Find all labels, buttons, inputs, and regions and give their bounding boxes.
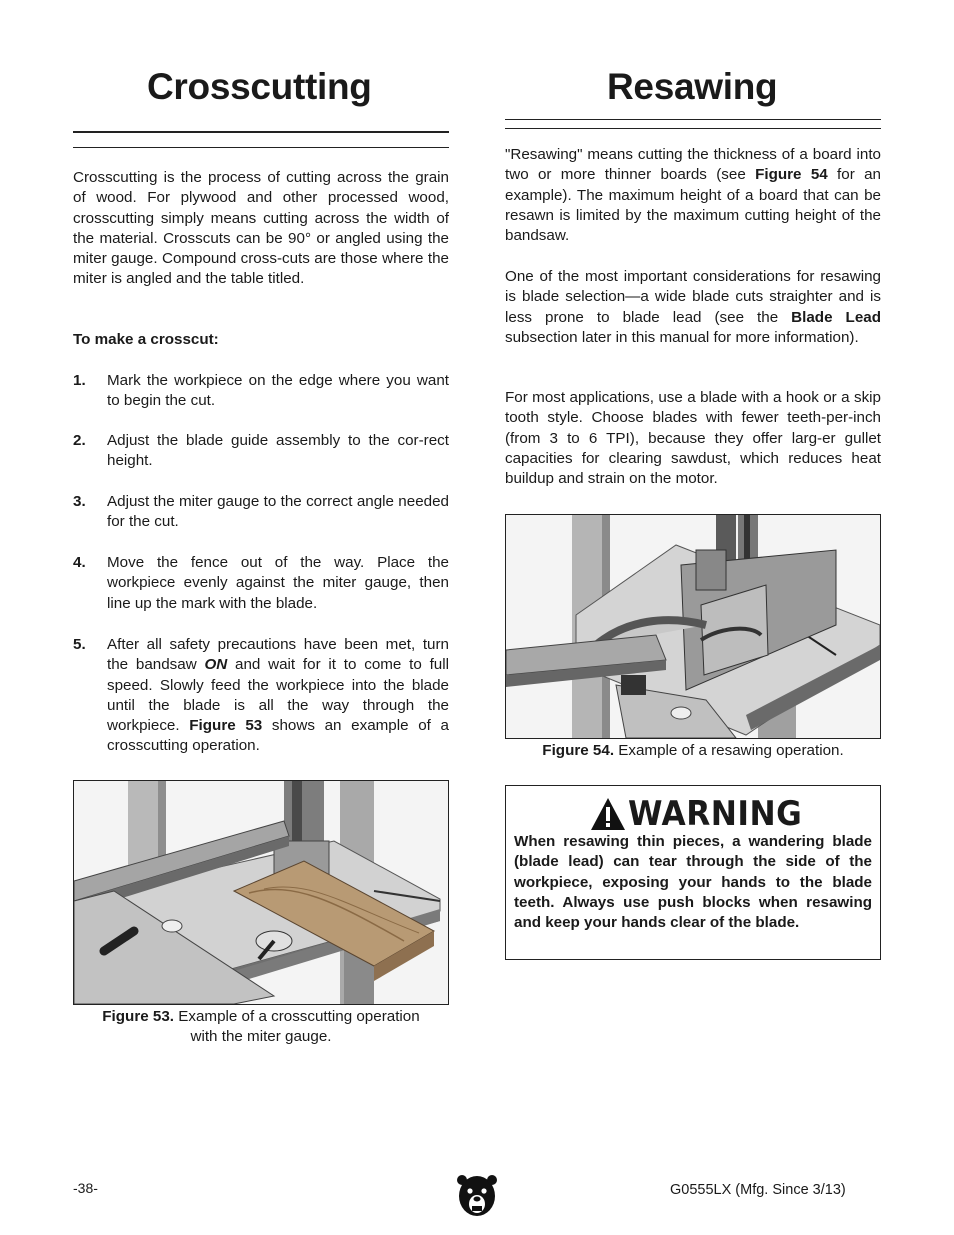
step-number: 4. (73, 554, 86, 571)
step-2 (73, 431, 449, 472)
crosscut-intro (73, 168, 449, 290)
step-text: Adjust the miter gauge to the correct angle needed for the cut. (107, 493, 449, 531)
title-rule-thin-bottom (505, 128, 881, 129)
crosscut-subhead (73, 330, 449, 350)
warning-header (590, 794, 817, 834)
resaw-para-1-text (505, 145, 881, 246)
section-title-crosscutting: Crosscutting (147, 66, 372, 107)
figure-ref-53: Figure 53 (189, 717, 263, 735)
section-title-resawing: Resawing (607, 66, 778, 107)
figure-ref-54: Figure 54 (755, 166, 828, 184)
figure-54-resaw-image (505, 514, 881, 739)
crosscut-intro-text: Crosscutting is the process of cutting across the grain of wood. For plywood and other processed wood, crosscutting simply means cutting across the width of the material. Crosscuts can be 90° or angled using the miter gauge. Compound cross-cuts are those where the miter is angled and the table titled. (73, 169, 449, 288)
figure-53-caption (73, 1007, 449, 1048)
model-info: G0555LX (Mfg. Since 3/13) (670, 1182, 846, 1198)
step-number: 3. (73, 493, 86, 510)
crosscut-subhead-text: To make a crosscut: (73, 331, 219, 348)
caption-text: Example of a crosscutting operation (174, 1008, 420, 1025)
step-4 (73, 553, 449, 614)
resaw-para-3 (505, 388, 881, 489)
warning-text: When resawing thin pieces, a wandering blade (blade lead) can tear through the side of the workpiece, exposing your hands to the blade teeth. Always use push blocks when resawing and keep your hands clear of the blade. (514, 833, 872, 932)
caption-label: Figure 54. (542, 742, 615, 759)
step-3 (73, 492, 449, 533)
page-number: -38- (73, 1180, 98, 1196)
warning-triangle-icon (590, 797, 626, 831)
resaw-para-1 (505, 145, 881, 246)
step-number: 5. (73, 636, 86, 653)
resaw-para-3-text: For most applications, use a blade with a hook or a skip tooth style. Choose blades with fewer teeth-per-inch (from 3 to 6 TPI), because they offer larg-er gullet capacities for clearing sawdust, which reduces heat buildup and strain on the motor. (505, 389, 881, 488)
step-text: Move the fence out of the way. Place the workpiece evenly against the miter gauge, then line up the mark with the blade. (107, 554, 449, 612)
crosscut-illustration (74, 781, 448, 1004)
step-5 (73, 635, 449, 757)
p1-part-a: "Resawing" means cutting the thickness of a board into two or more thinner boards (see (505, 146, 881, 184)
resaw-para-2 (505, 267, 881, 348)
resaw-para-2-text (505, 267, 881, 348)
step-number: 1. (73, 372, 86, 389)
caption-label: Figure 53. (102, 1008, 175, 1025)
p1-part-b: for an example). The maximum height of a board that can be resawn is limited by the maximum cutting height of the bandsaw. (505, 166, 881, 245)
blade-lead-ref: Blade Lead (791, 308, 881, 326)
bear-head-icon (457, 1174, 497, 1220)
warning-title: WARNING (628, 794, 803, 834)
step5-part3: shows an example of a crosscutting operation. (107, 717, 449, 755)
figure-54-caption (505, 741, 881, 761)
step-text: Adjust the blade guide assembly to the cor-rect height. (107, 432, 449, 470)
step5-part2: and wait for it to come to full speed. Slowly feed the workpiece into the blade until the blade is all the way through the workpiece. (107, 656, 449, 735)
title-rule-thin-top (505, 119, 881, 120)
title-rule-thin (73, 147, 449, 148)
warning-box (505, 785, 881, 960)
p2-part-b: subsection later in this manual for more information). (505, 328, 859, 346)
step-number: 2. (73, 432, 86, 449)
step-1 (73, 371, 449, 412)
step5-part1: After all safety precautions have been met, turn the bandsaw (107, 636, 449, 674)
caption-text: Example of a resawing operation. (614, 742, 844, 759)
caption-text-line2: with the miter gauge. (190, 1028, 332, 1046)
p2-part-a: One of the most important considerations for resawing is blade selection—a wide blade cuts straighter and is less prone to blade lead (see the (505, 268, 881, 326)
resaw-illustration (506, 515, 880, 738)
figure-53-crosscut-image (73, 780, 449, 1005)
step-text (107, 635, 449, 757)
step5-on: ON (204, 656, 228, 674)
step-text: Mark the workpiece on the edge where you want to begin the cut. (107, 372, 449, 410)
title-rule-thick (73, 131, 449, 133)
